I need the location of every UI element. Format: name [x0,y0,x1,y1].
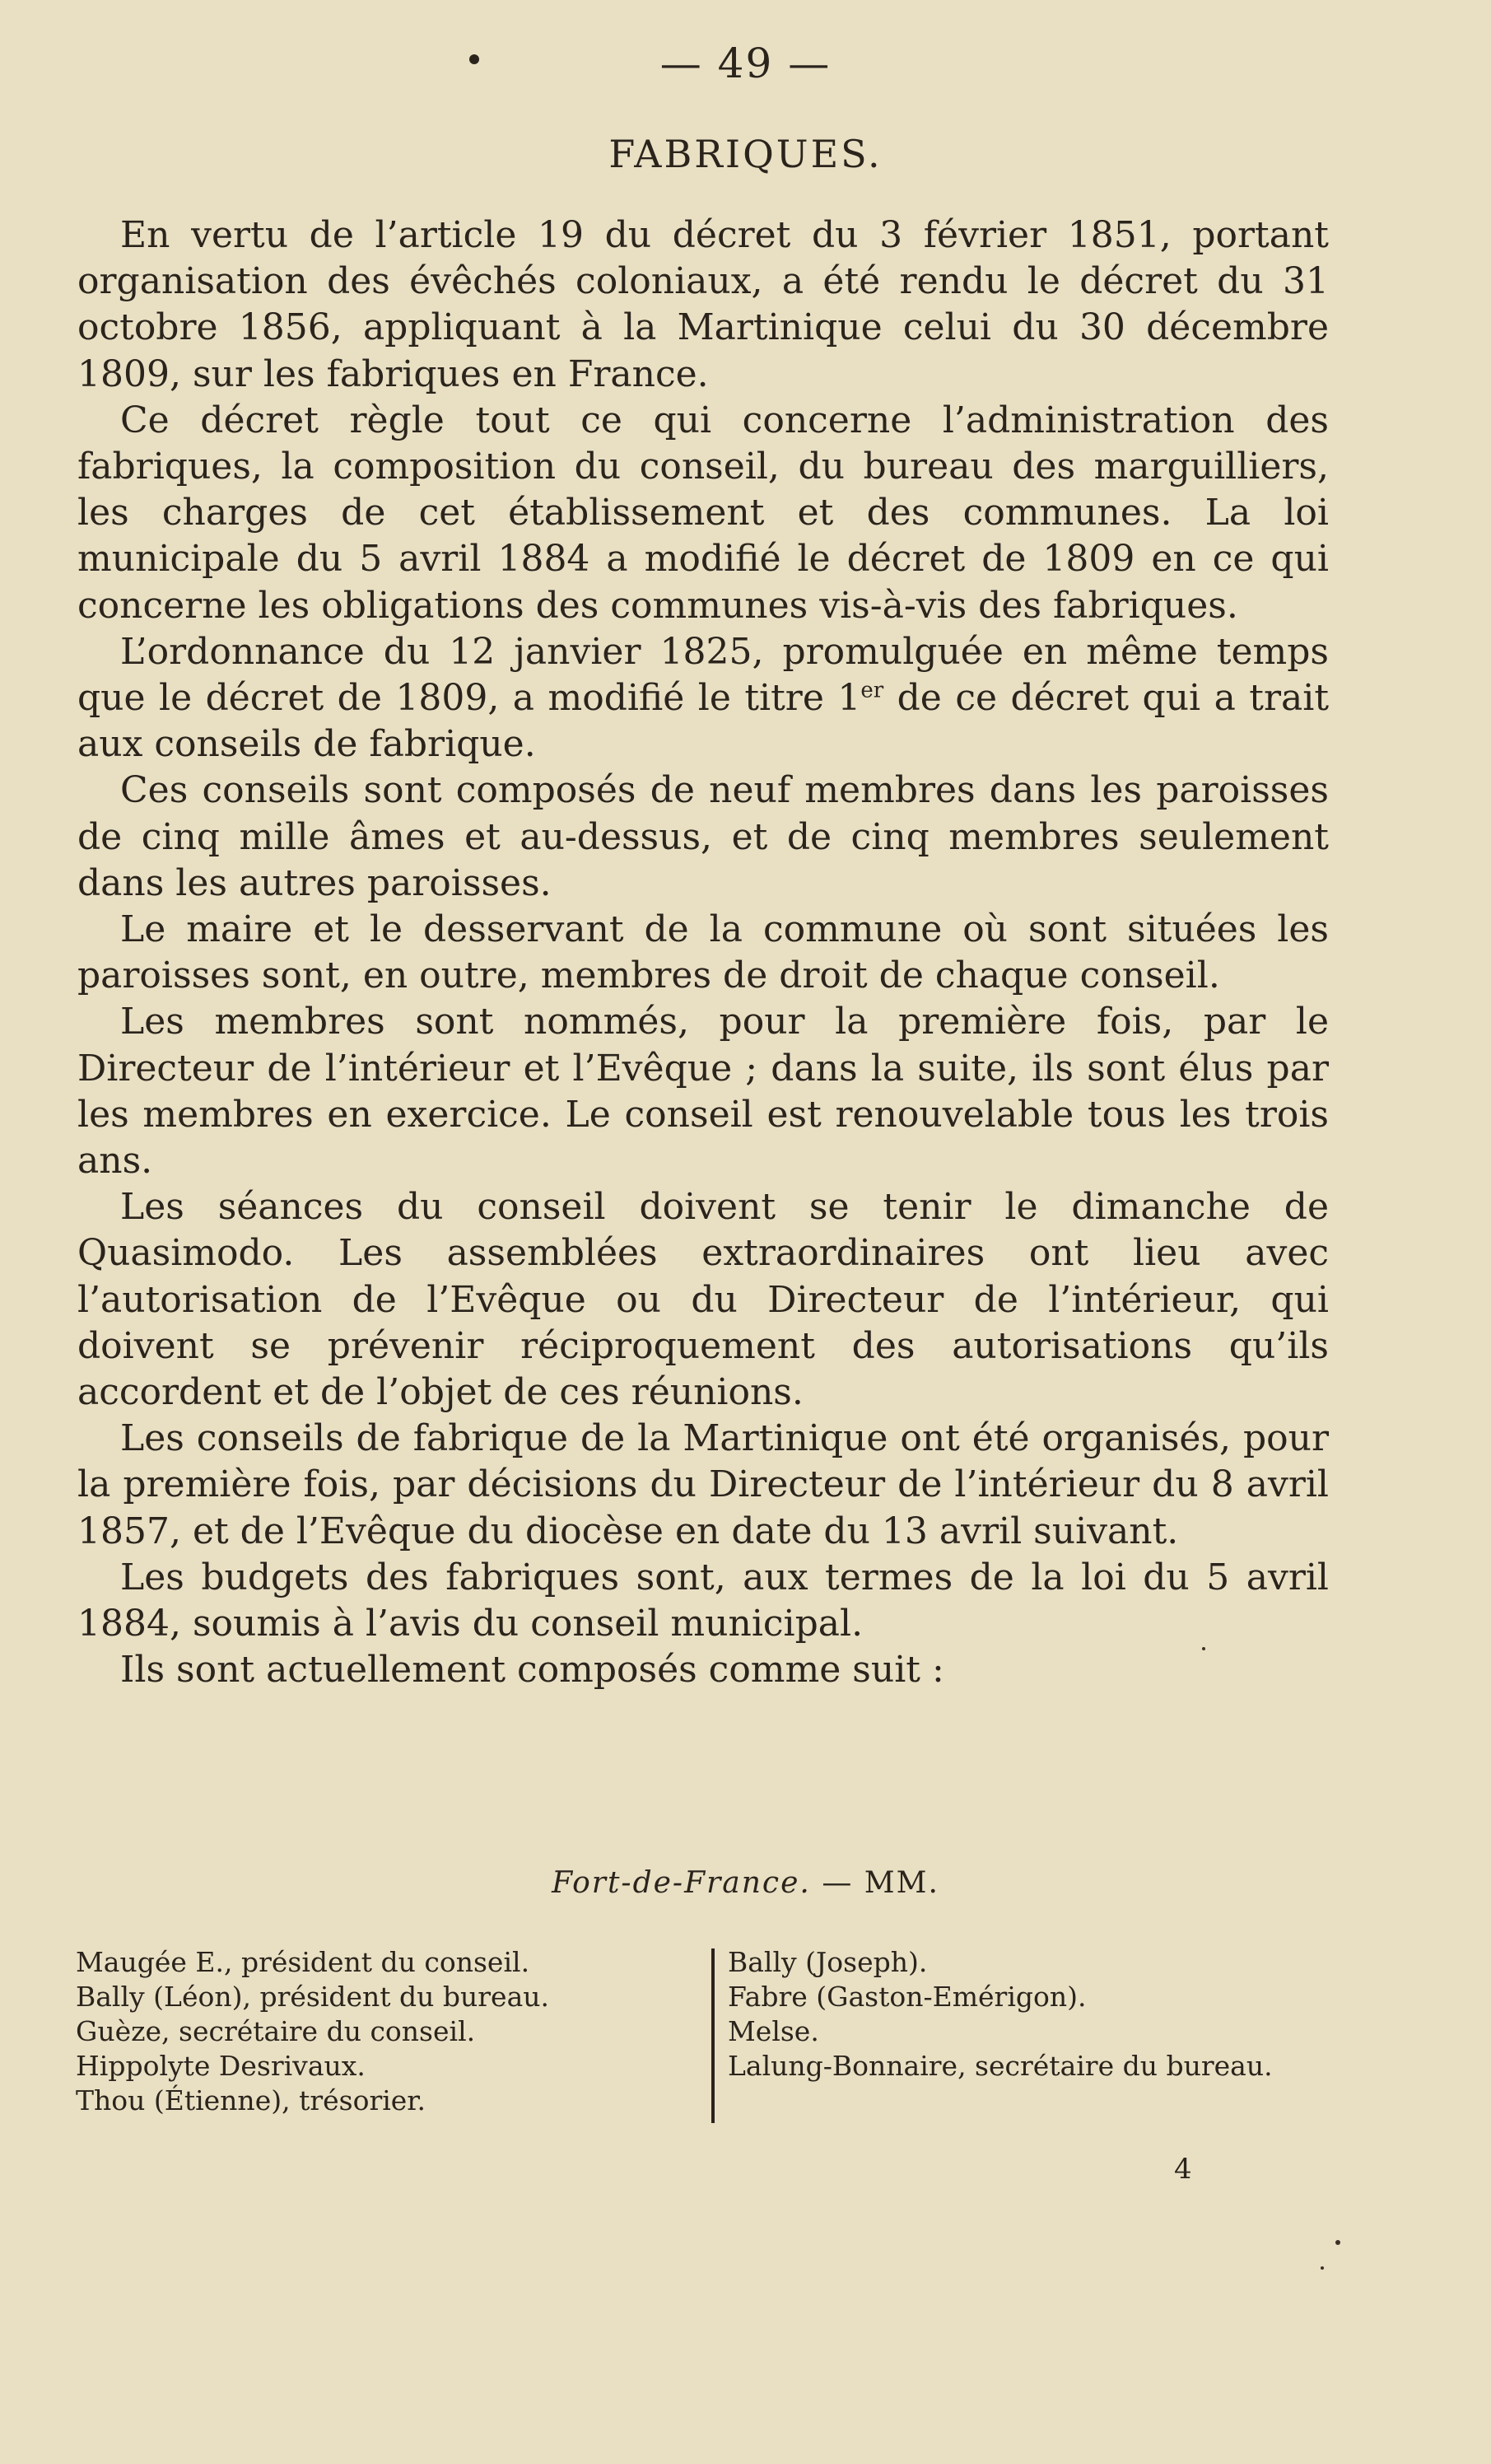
paragraph-text: L’ordonnance du 12 janvier 1825, promulguée en même temps que le décret de 1809, a modifié le titre 1 [77,630,1329,720]
ink-speck [1335,2240,1340,2245]
paragraph: Les conseils de fabrique de la Martinique ont été organisés, pour la première fois, par décisions du Directeur de l’intérieur du 8 avril 1857, et de l’Evêque du diocèse en date du 13 avril suivant. [77,1417,1329,1552]
list-item: Bally (Léon), président du bureau. [76,1981,550,2013]
section-honorific: MM. [864,1866,939,1900]
list-item: Guèze, secrétaire du conseil. [76,2015,476,2047]
paragraph: Ce décret règle tout ce qui concerne l’administration des fabriques, la composition du conseil, du bureau des marguilliers, les charges de cet établissement et des communes. La loi municipale du 5 avril 1884 a modifié le décret de 1809 en ce qui concerne les obligations des communes vis-à-vis des fabriques. [77,399,1329,627]
section-heading [0,1866,1491,1900]
paragraph: Les budgets des fabriques sont, aux termes de la loi du 5 avril 1884, soumis à l’avis du conseil municipal. [77,1556,1329,1645]
superscript: er [860,678,884,703]
list-item: Thou (Étienne), trésorier. [76,2084,426,2116]
ink-speck [1321,2266,1324,2270]
paragraph-text: de ce décret qui a trait aux conseils de fabrique. [77,677,1329,766]
paragraph-ordonnance [77,629,1329,768]
list-item: Lalung-Bonnaire, secrétaire du bureau. [728,2050,1273,2082]
page-title: FABRIQUES. [608,132,883,176]
section-dash: — [822,1866,854,1900]
paragraph: Les séances du conseil doivent se tenir le dimanche de Quasimodo. Les assemblées extraordinaires ont lieu avec l’autorisation de l’Evêque ou du Directeur de l’intérieur, qui doivent se prévenir réciproquement des autorisations qu’ils accordent et de l’objet de ces réunions. [77,1186,1329,1414]
signature-mark: 4 [1174,2153,1192,2186]
list-item: Maugée E., président du conseil. [76,1946,530,1978]
members-right-column [728,1945,1337,2084]
paragraph: Ces conseils sont composés de neuf membres dans les paroisses de cinq mille âmes et au-dessus, et de cinq membres seulement dans les autres paroisses. [77,769,1329,904]
list-item: Bally (Joseph). [728,1946,928,1978]
list-item: Melse. [728,2015,819,2047]
members-list [76,1945,1327,2126]
list-item: Fabre (Gaston-Emérigon). [728,1981,1087,2013]
paragraph: Les membres sont nommés, pour la première fois, par le Directeur de l’intérieur et l’Evêque ; dans la suite, ils sont élus par les membres en exercice. Le conseil est renouvelable tous les trois ans. [77,1001,1329,1183]
ink-speck [1202,1647,1205,1650]
list-item: Hippolyte Desrivaux. [76,2050,366,2082]
paragraph: Le maire et le desservant de la commune où sont situées les paroisses sont, en outre, membres de droit de chaque conseil. [77,908,1329,997]
section-place: Fort-de-France. [552,1866,811,1900]
page-number: — 49 — [659,40,832,87]
paragraph: Ils sont actuellement composés comme suit : [120,1649,944,1692]
body-text [77,212,1329,1694]
members-left-column [76,1945,701,2118]
column-divider [711,1948,715,2123]
paragraph: En vertu de l’article 19 du décret du 3 février 1851, portant organisation des évêchés coloniaux, a été rendu le décret du 31 octobre 1856, appliquant à la Martinique celui du 30 décembre 1809, sur les fabriques en France. [77,214,1329,395]
